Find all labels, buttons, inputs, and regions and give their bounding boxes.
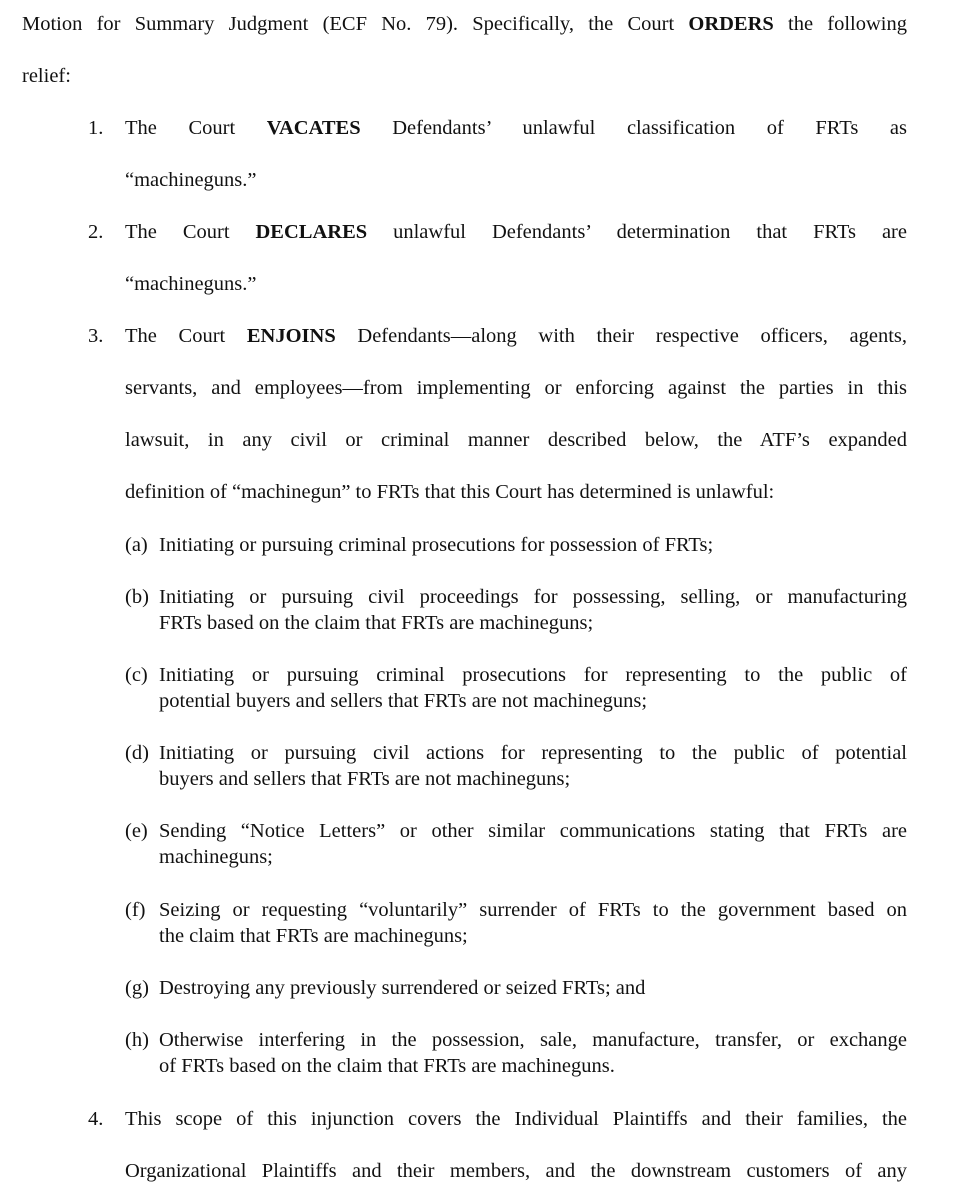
item-3-line-1 (125, 323, 907, 349)
item-1-pre: The Court (125, 117, 267, 139)
item-1-line-2: “machineguns.” (125, 169, 257, 191)
vacates-emphasis: VACATES (266, 117, 361, 139)
item-3-line-3: lawsuit, in any civil or criminal manner described below, the ATF’s expanded (125, 429, 907, 451)
item-2-pre: The Court (125, 221, 256, 243)
subitem-e-label: (e) (125, 820, 148, 842)
subitem-h-line-2: of FRTs based on the claim that FRTs are machineguns. (159, 1055, 615, 1077)
item-2-line-2: “machineguns.” (125, 273, 257, 295)
subitem-g-line-1: Destroying any previously surrendered or seized FRTs; and (159, 977, 646, 999)
item-3-pre: The Court (125, 325, 247, 347)
item-3-post: Defendants—along with their respective officers, agents, (335, 325, 907, 347)
subitem-e-line-2: machineguns; (159, 846, 273, 868)
subitem-a-label: (a) (125, 534, 148, 556)
item-2-post: unlawful Defendants’ determination that FRTs are (367, 221, 907, 243)
subitem-f-line-2: the claim that FRTs are machineguns; (159, 925, 468, 947)
item-3-number: 3. (88, 325, 104, 347)
subitem-b-line-1: Initiating or pursuing civil proceedings for possessing, selling, or manufacturing (159, 586, 907, 608)
subitem-a-line-1: Initiating or pursuing criminal prosecutions for possession of FRTs; (159, 534, 714, 556)
item-4-line-1: This scope of this injunction covers the Individual Plaintiffs and their families, the (125, 1108, 907, 1130)
subitem-f-label: (f) (125, 899, 146, 921)
enjoins-emphasis: ENJOINS (246, 325, 336, 347)
subitem-b-label: (b) (125, 586, 149, 608)
subitem-e-line-1: Sending “Notice Letters” or other similar communications stating that FRTs are (159, 820, 907, 842)
declares-emphasis: DECLARES (255, 221, 368, 243)
orders-emphasis: ORDERS (688, 13, 774, 35)
subitem-h-label: (h) (125, 1029, 149, 1051)
item-1-number: 1. (88, 117, 104, 139)
subitem-d-label: (d) (125, 742, 149, 764)
intro-text-c: the following (773, 13, 908, 35)
item-1-post: Defendants’ unlawful classification of FRTs as (360, 117, 908, 139)
intro-line-2: relief: (22, 65, 71, 87)
subitem-d-line-1: Initiating or pursuing civil actions for representing to the public of potential (159, 742, 907, 764)
item-3-line-2: servants, and employees—from implementing or enforcing against the parties in this (125, 377, 907, 399)
item-4-line-2: Organizational Plaintiffs and their members, and the downstream customers of any (125, 1160, 907, 1182)
subitem-g-label: (g) (125, 977, 149, 999)
item-1-line-1 (125, 115, 907, 141)
subitem-d-line-2: buyers and sellers that FRTs are not machineguns; (159, 768, 571, 790)
subitem-f-line-1: Seizing or requesting “voluntarily” surrender of FRTs to the government based on (159, 899, 907, 921)
intro-line-1 (22, 11, 907, 37)
intro-text-a: Motion for Summary Judgment (ECF No. 79). Specifically, the Court (22, 13, 689, 35)
subitem-c-line-2: potential buyers and sellers that FRTs are not machineguns; (159, 690, 648, 712)
subitem-c-label: (c) (125, 664, 148, 686)
item-2-number: 2. (88, 221, 104, 243)
subitem-b-line-2: FRTs based on the claim that FRTs are machineguns; (159, 612, 594, 634)
item-4-number: 4. (88, 1108, 104, 1130)
item-2-line-1 (125, 219, 907, 245)
subitem-c-line-1: Initiating or pursuing criminal prosecutions for representing to the public of (159, 664, 907, 686)
item-3-line-4: definition of “machinegun” to FRTs that this Court has determined is unlawful: (125, 481, 775, 503)
subitem-h-line-1: Otherwise interfering in the possession, sale, manufacture, transfer, or exchange (159, 1029, 907, 1051)
